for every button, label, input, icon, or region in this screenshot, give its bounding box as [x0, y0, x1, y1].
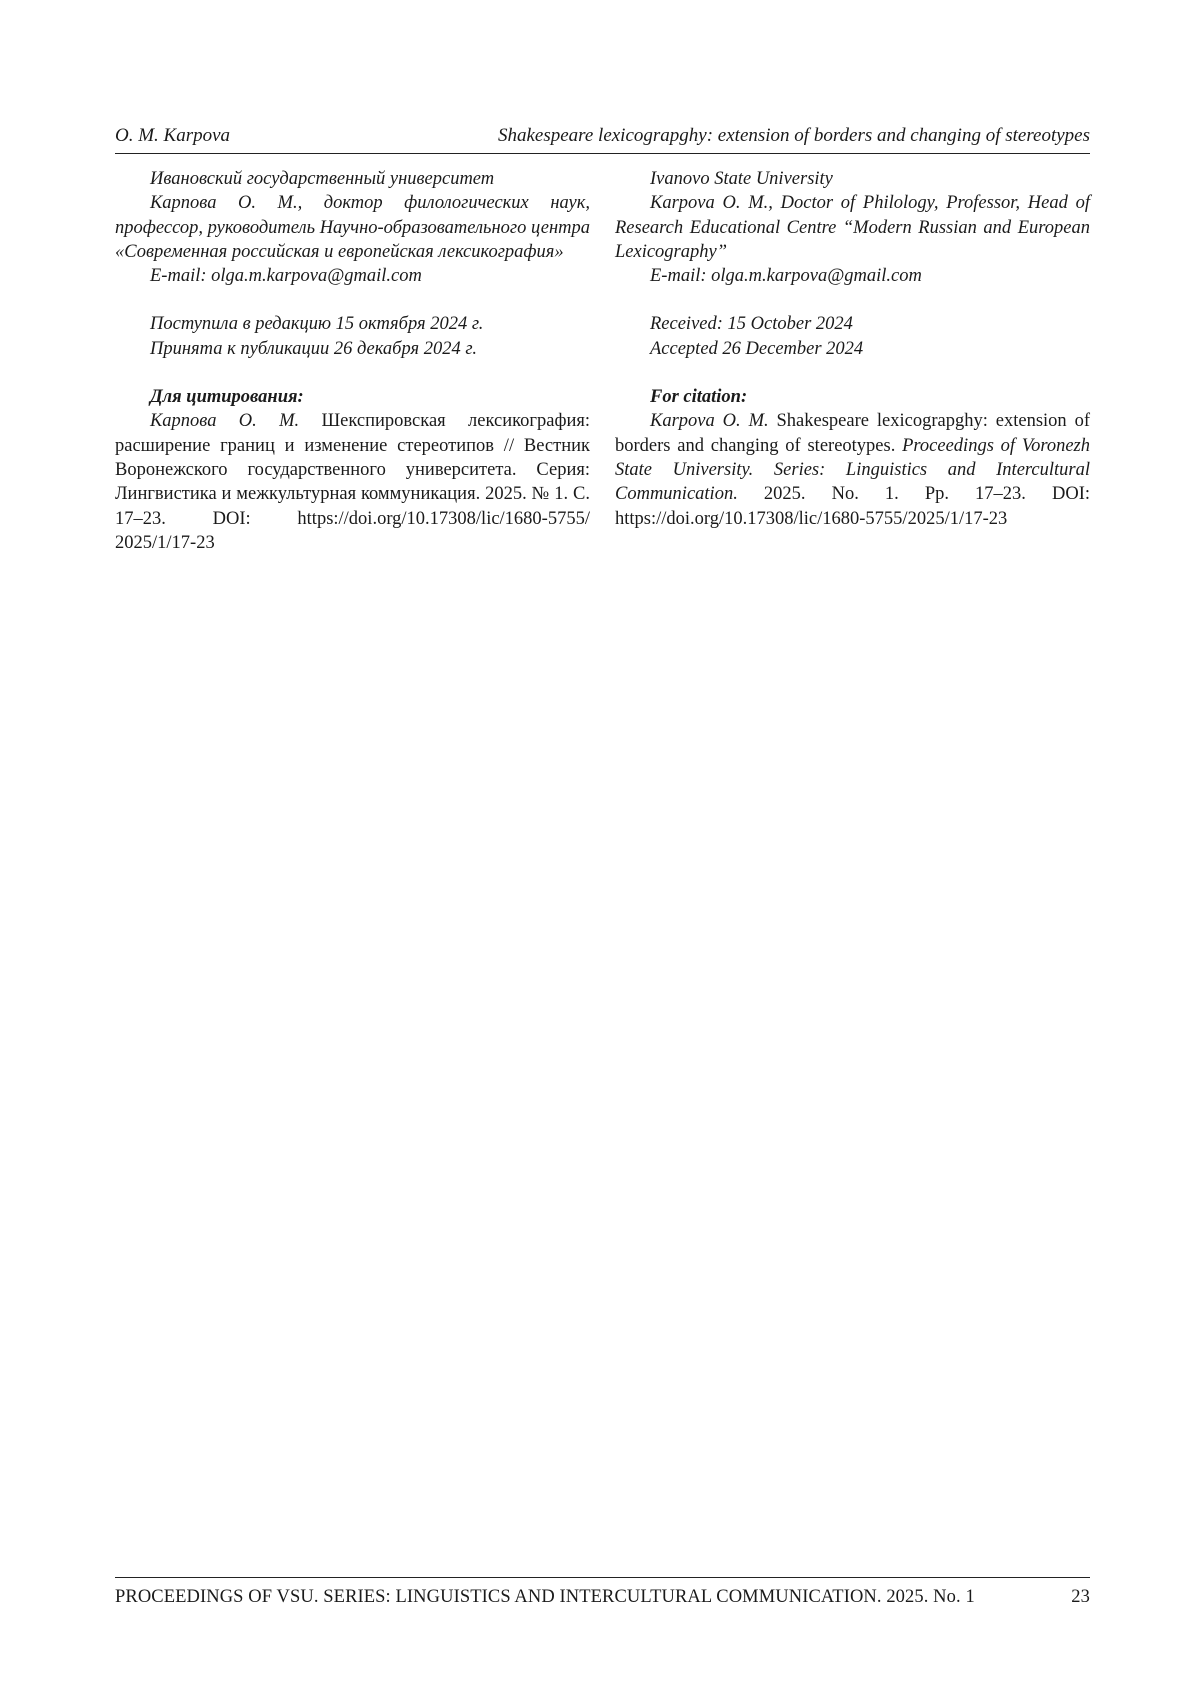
english-column	[615, 167, 1090, 531]
email-ru: E-mail: olga.m.karpova@gmail.com	[150, 266, 422, 287]
accepted-date-ru: Принята к публикации 26 декабря 2024 г.	[150, 338, 477, 359]
accepted-date-en: Accepted 26 December 2024	[650, 338, 864, 359]
citation-heading-en: For citation:	[650, 387, 748, 408]
russian-column	[115, 167, 590, 555]
author-info-en: Karpova O. M., Doctor of Philology, Professor, Head of Research Educational Centre “Modern Russian and European Lexicography”	[615, 193, 1090, 262]
author-info-ru: Карпова О. М., доктор филологических наук, профессор, руководитель Научно-образовательного центра «Современная российская и европейская лексикография»	[115, 193, 590, 262]
citation-heading-ru: Для цитирования:	[150, 387, 304, 408]
citation-body-ru: Шекспировская лексикография: расширение границ и изменение стереотипов // Вестник Воронежского государственного университета. Серия: Лингвистика и межкультурная коммуникация. 2025. № 1. С. 17–23. DOI: https://doi.org/10.17308/lic/1680-5755/ 2025/1/17-23	[115, 411, 590, 553]
citation-journal-en: Proceedings of Voronezh State University. Series: Linguistics and Intercultural Communication.	[615, 435, 1090, 505]
page-number: 23	[1071, 1587, 1090, 1607]
running-header	[115, 123, 1090, 154]
citation-details-en: 2025. No. 1. Pp. 17–23. DOI: https://doi.org/10.17308/lic/1680-5755/2025/1/17-23	[615, 484, 1090, 529]
citation-text-en	[615, 409, 1090, 530]
affiliation-ru: Ивановский государственный университет	[150, 169, 495, 189]
citation-title-en: Shakespeare lexicograpghy: extension of borders and changing of stereotypes.	[615, 411, 1090, 456]
citation-text-ru	[115, 409, 590, 555]
affiliation-en: Ivanovo State University	[650, 169, 833, 189]
email-en: E-mail: olga.m.karpova@gmail.com	[650, 266, 922, 287]
footer-journal-name: PROCEEDINGS OF VSU. SERIES: LINGUISTICS AND INTERCULTURAL COMMUNICATION. 2025. No. 1	[115, 1587, 975, 1607]
received-date-en: Received: 15 October 2024	[650, 314, 853, 335]
header-article-title: Shakespeare lexicograpghy: extension of borders and changing of stereotypes	[497, 125, 1090, 146]
header-author: O. M. Karpova	[115, 125, 231, 146]
citation-author-en: Karpova O. M.	[650, 411, 769, 432]
received-date-ru: Поступила в редакцию 15 октября 2024 г.	[150, 314, 484, 335]
citation-author-ru: Карпова О. М.	[150, 411, 300, 432]
running-footer	[115, 1577, 1090, 1607]
